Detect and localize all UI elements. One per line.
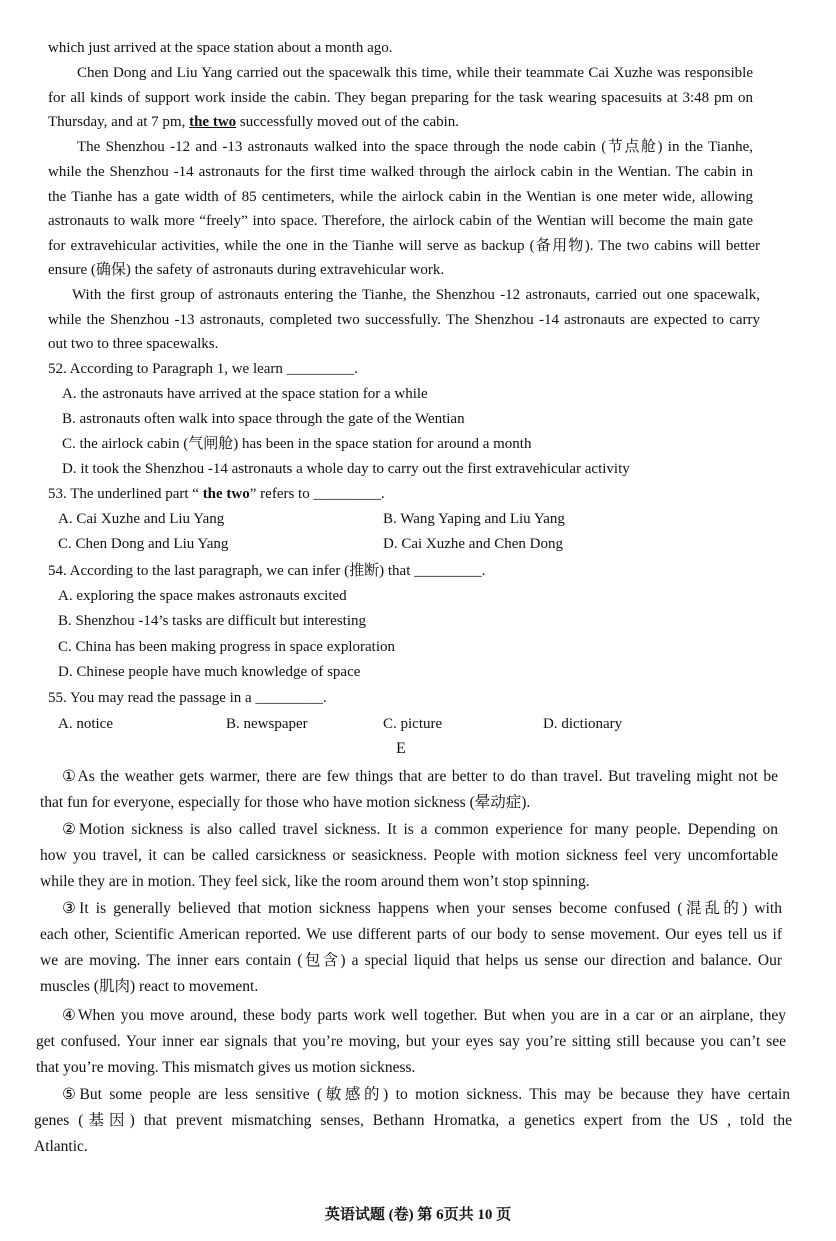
passage-line: The Shenzhou -12 and -13 astronauts walked into the space through the node cabin (节点舱) in the Tianhe, — [77, 139, 753, 155]
underlined-phrase: the two — [189, 114, 237, 130]
answer-option[interactable]: A. the astronauts have arrived at the space station for a while — [62, 386, 428, 402]
passage-text: successfully moved out of the cabin. — [239, 114, 460, 130]
passage-line: for all kinds of support work inside the cabin. They began preparing for the task wearing spacesuits at 3:48 pm on — [48, 90, 753, 106]
stem-text: ” refers to _________. — [249, 486, 385, 502]
passage-text: Thursday, and at 7 pm, — [48, 114, 186, 130]
passage-line: Chen Dong and Liu Yang carried out the spacewalk this time, while their teammate Cai Xuzhe was responsible — [77, 65, 753, 81]
answer-option[interactable]: B. newspaper — [226, 716, 308, 732]
passage-line: ①As the weather gets warmer, there are few things that are better to do than travel. But traveling might not be — [62, 768, 778, 785]
answer-option[interactable]: D. it took the Shenzhou -14 astronauts a whole day to carry out the first extravehicular activity — [62, 461, 630, 477]
answer-option[interactable]: B. Wang Yaping and Liu Yang — [383, 511, 565, 527]
passage-line: which just arrived at the space station about a month ago. — [48, 40, 393, 56]
passage-line: muscles (肌肉) react to movement. — [40, 978, 259, 995]
passage-line: for extravehicular activities, while the one in the Tianhe will serve as backup (备用物). The two cabins will better — [48, 238, 760, 254]
section-heading: E — [396, 740, 406, 757]
answer-option[interactable]: A. exploring the space makes astronauts excited — [58, 588, 347, 604]
answer-option[interactable]: D. dictionary — [543, 716, 623, 732]
answer-option[interactable]: C. picture — [383, 716, 443, 732]
stem-bold-text: the two — [198, 486, 250, 502]
passage-line: while they are in motion. They feel sick, like the room around them won’t stop spinning. — [40, 873, 590, 890]
page-footer: 英语试题 (卷) 第 6页共 10 页 — [324, 1207, 512, 1223]
answer-option[interactable]: C. the airlock cabin (气闸舱) has been in the space station for around a month — [62, 436, 532, 452]
passage-line: ensure (确保) the safety of astronauts during extravehicular work. — [48, 262, 445, 278]
passage-line: how you travel, it can be called carsickness or seasickness. People with motion sickness feel very uncomfortable — [40, 847, 778, 864]
passage-line — [48, 112, 459, 132]
stem-text: 53. The underlined part “ — [48, 486, 199, 502]
passage-line: that fun for everyone, especially for those who have motion sickness (晕动症). — [40, 794, 531, 811]
answer-option[interactable]: C. China has been making progress in space exploration — [58, 639, 396, 655]
passage-line: With the first group of astronauts entering the Tianhe, the Shenzhou -12 astronauts, carried out one spacewalk, — [72, 287, 760, 303]
passage-line: ④When you move around, these body parts work well together. But when you are in a car or an airplane, they — [62, 1007, 786, 1024]
answer-option[interactable]: D. Chinese people have much knowledge of space — [58, 664, 361, 680]
question-stem: 52. According to Paragraph 1, we learn _________. — [48, 361, 358, 377]
passage-line: astronauts to walk more “freely” into space. Therefore, the airlock cabin of the Wentian will become the main gate — [48, 213, 753, 229]
answer-option[interactable]: A. notice — [58, 716, 113, 732]
passage-line: we are moving. The inner ears contain (包含) a special liquid that helps us sense our direction and balance. Our — [40, 952, 782, 969]
answer-option[interactable]: C. Chen Dong and Liu Yang — [58, 536, 229, 552]
question-stem: 55. You may read the passage in a _________. — [48, 690, 327, 706]
passage-line: Atlantic. — [34, 1138, 88, 1155]
answer-option[interactable]: B. astronauts often walk into space through the gate of the Wentian — [62, 411, 465, 427]
passage-line: each other, Scientific American reported. We use different parts of our body to sense movement. Our eyes tell us if — [40, 926, 782, 943]
passage-line: ②Motion sickness is also called travel sickness. It is a common experience for many people. Depending on — [62, 821, 778, 838]
passage-line: ⑤But some people are less sensitive (敏感的) to motion sickness. This may be because they have certain — [62, 1086, 790, 1103]
passage-line: get confused. Your inner ear signals that you’re moving, but your eyes say you’re sitting still because you can’t see — [36, 1033, 786, 1050]
answer-option[interactable]: A. Cai Xuzhe and Liu Yang — [58, 511, 225, 527]
passage-line: while the Shenzhou -13 astronauts, completed two successfully. The Shenzhou -14 astronauts are expected to carry — [48, 312, 760, 328]
passage-line: genes (基因) that prevent mismatching senses, Bethann Hromatka, a genetics expert from the US , told the — [34, 1112, 792, 1129]
passage-line: while the Shenzhou -14 astronauts for the first time walked through the airlock cabin in the Wentian. The cabin in — [48, 164, 753, 180]
passage-line: that you’re moving. This mismatch gives us motion sickness. — [36, 1059, 416, 1076]
passage-line: ③It is generally believed that motion sickness happens when your senses become confused (混乱的) with — [62, 900, 782, 917]
answer-option[interactable]: D. Cai Xuzhe and Chen Dong — [383, 536, 563, 552]
passage-line: out two to three spacewalks. — [48, 336, 219, 352]
question-stem — [48, 484, 385, 504]
passage-line: the Tianhe has a gate width of 85 centimeters, while the airlock cabin in the Wentian is one meter wide, allowing — [48, 189, 753, 205]
question-stem: 54. According to the last paragraph, we can infer (推断) that _________. — [48, 563, 486, 579]
answer-option[interactable]: B. Shenzhou -14’s tasks are difficult but interesting — [58, 613, 367, 629]
